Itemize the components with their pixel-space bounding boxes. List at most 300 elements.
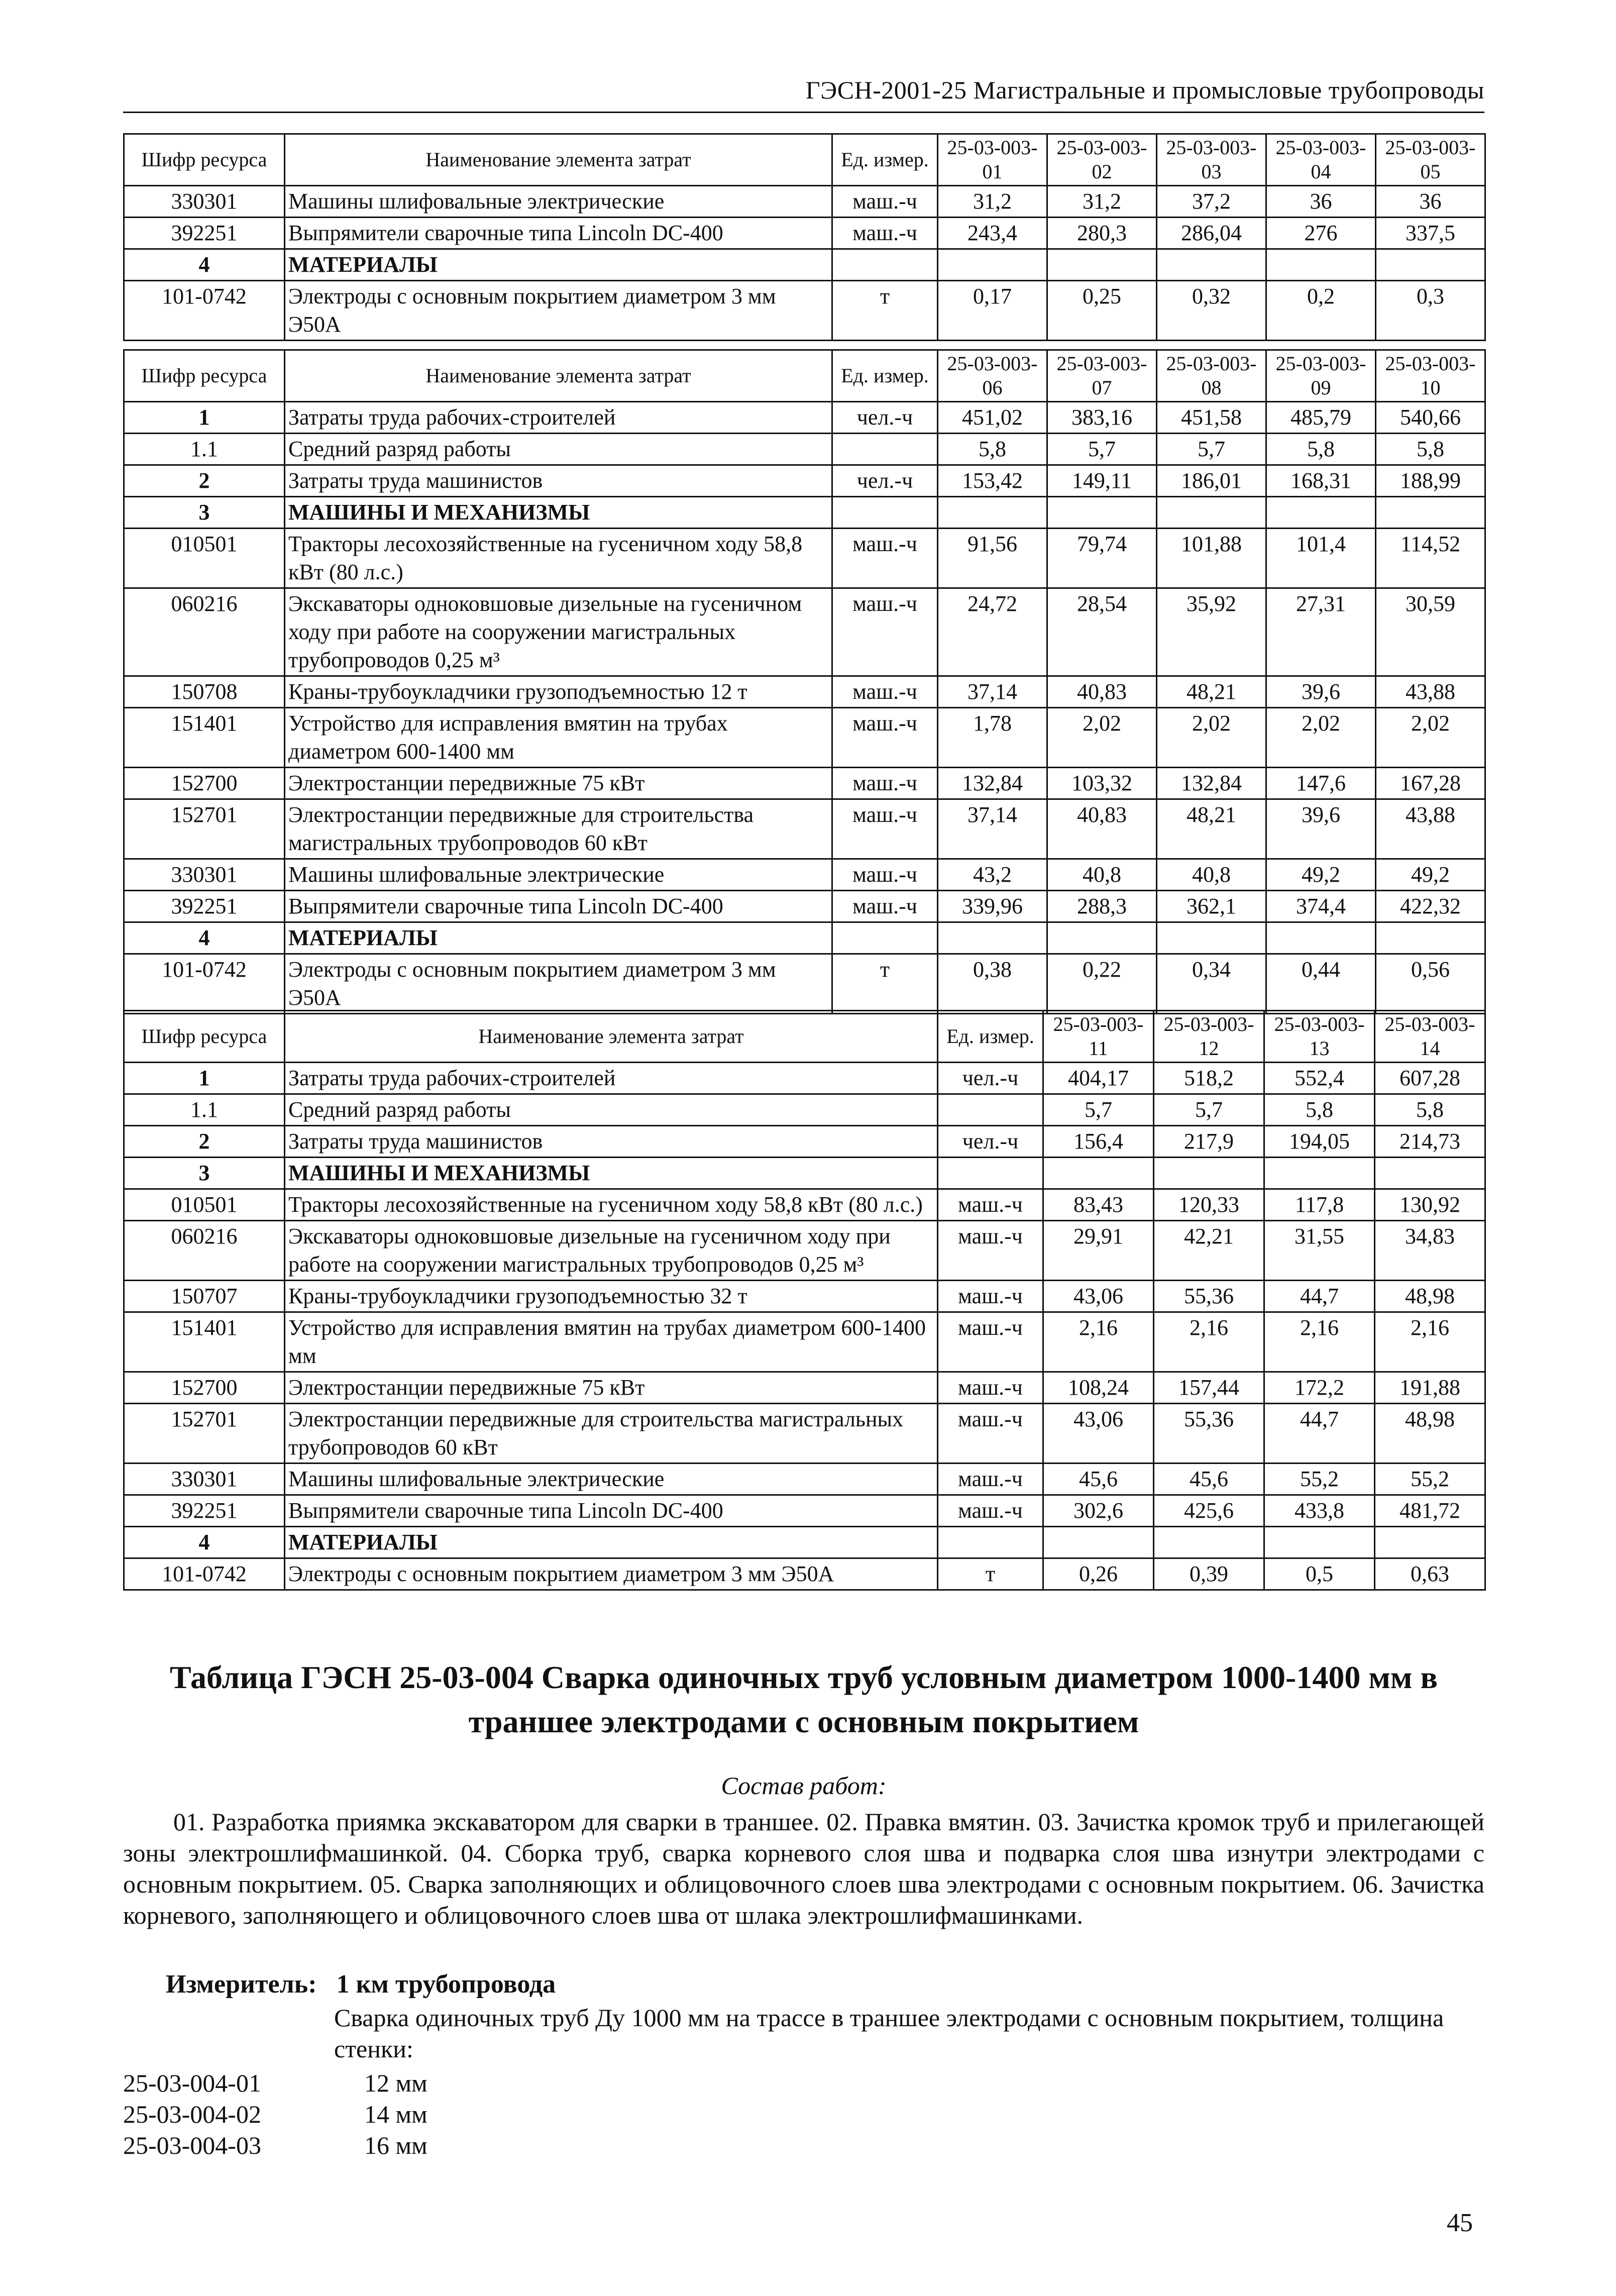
cell-value: 280,3 [1047, 218, 1157, 249]
cell-unit: маш.-ч [938, 1281, 1043, 1312]
cell-value: 433,8 [1264, 1495, 1375, 1527]
cell-value [1047, 249, 1157, 281]
table-row [124, 1312, 1485, 1372]
cell-resource-code: 1.1 [124, 1094, 285, 1126]
header-norm-code: 25-03-003-09 [1266, 350, 1376, 402]
norm-code: 25-03-004-03 [123, 2131, 261, 2159]
norm-codes-list [123, 2067, 427, 2161]
cell-value: 0,3 [1376, 281, 1485, 341]
cell-resource-code: 150707 [124, 1281, 285, 1312]
cell-cost-name: Машины шлифовальные электрические [285, 1464, 938, 1495]
norm-code-item [123, 2099, 427, 2130]
measure-unit: Измеритель: 1 км трубопровода [166, 1970, 556, 1999]
cell-resource-code: 392251 [124, 891, 285, 922]
table-row [124, 954, 1485, 1014]
cell-value: 1,78 [938, 708, 1047, 768]
cell-value [1266, 497, 1376, 529]
cell-cost-name: Краны-трубоукладчики грузоподъемностью 32 т [285, 1281, 938, 1312]
cell-value: 43,2 [938, 859, 1047, 891]
cell-cost-name: Затраты труда рабочих-строителей [285, 1063, 938, 1094]
cell-unit: маш.-ч [832, 218, 938, 249]
cell-unit: чел.-ч [832, 465, 938, 497]
cell-value: 0,17 [938, 281, 1047, 341]
cell-resource-code: 101-0742 [124, 281, 285, 341]
cell-cost-name: МАТЕРИАЛЫ [285, 922, 832, 954]
cell-value [1266, 249, 1376, 281]
cell-value: 422,32 [1376, 891, 1485, 922]
cell-unit [938, 1527, 1043, 1558]
header-norm-code: 25-03-003-11 [1043, 1011, 1154, 1063]
cell-resource-code: 4 [124, 922, 285, 954]
cell-value: 481,72 [1375, 1495, 1485, 1527]
cell-cost-name: Электростанции передвижные для строительства магистральных трубопроводов 60 кВт [285, 799, 832, 859]
table-row [124, 249, 1485, 281]
cell-cost-name: Экскаваторы одноковшовые дизельные на гусеничном ходу при работе на сооружении магистральных трубопроводов 0,25 м³ [285, 588, 832, 676]
cell-value [1376, 497, 1485, 529]
cell-resource-code: 3 [124, 497, 285, 529]
cell-value: 31,55 [1264, 1221, 1375, 1281]
cell-cost-name: МАТЕРИАЛЫ [285, 249, 832, 281]
cell-unit: чел.-ч [832, 402, 938, 434]
cell-value: 40,8 [1047, 859, 1157, 891]
cell-resource-code: 3 [124, 1158, 285, 1189]
cell-value: 5,7 [1043, 1094, 1154, 1126]
page-number: 45 [1447, 2209, 1473, 2237]
cell-value: 36 [1266, 186, 1376, 218]
measure-description: Сварка одиночных труб Ду 1000 мм на трассе в траншее электродами с основным покрытием, толщина стенки: [334, 2004, 1444, 2063]
cell-resource-code: 392251 [124, 218, 285, 249]
cell-resource-code: 4 [124, 249, 285, 281]
running-header: ГЭСН-2001-25 Магистральные и промысловые трубопроводы [805, 76, 1484, 104]
cell-value: 30,59 [1376, 588, 1485, 676]
cell-value: 5,8 [938, 434, 1047, 465]
cell-value: 157,44 [1154, 1372, 1264, 1404]
header-norm-code: 25-03-003-03 [1157, 134, 1266, 186]
table-row [124, 1464, 1485, 1495]
cell-value: 2,16 [1154, 1312, 1264, 1372]
cell-resource-code: 2 [124, 465, 285, 497]
cell-value: 286,04 [1157, 218, 1266, 249]
table-header-row [124, 134, 1485, 186]
cell-value [1266, 922, 1376, 954]
cell-unit: маш.-ч [832, 768, 938, 799]
cell-value: 43,88 [1376, 676, 1485, 708]
cell-value: 518,2 [1154, 1063, 1264, 1094]
cell-value: 0,63 [1375, 1558, 1485, 1590]
cell-value: 191,88 [1375, 1372, 1485, 1404]
cell-value: 114,52 [1376, 529, 1485, 588]
cell-value: 132,84 [938, 768, 1047, 799]
cell-cost-name: Выпрямители сварочные типа Lincoln DC-400 [285, 218, 832, 249]
cell-unit: маш.-ч [938, 1495, 1043, 1527]
norm-table-003-01-05 [123, 133, 1486, 341]
cell-value [1376, 249, 1485, 281]
cell-unit [832, 249, 938, 281]
cell-value: 540,66 [1376, 402, 1485, 434]
cell-resource-code: 010501 [124, 529, 285, 588]
cell-value: 0,56 [1376, 954, 1485, 1014]
cell-value: 40,83 [1047, 799, 1157, 859]
table-row [124, 1372, 1485, 1404]
table-row [124, 186, 1485, 218]
cell-value: 404,17 [1043, 1063, 1154, 1094]
table-row [124, 1094, 1485, 1126]
cell-resource-code: 1 [124, 402, 285, 434]
table-row [124, 1189, 1485, 1221]
header-code: Шифр ресурса [124, 350, 285, 402]
cell-value: 217,9 [1154, 1126, 1264, 1158]
cell-value: 2,16 [1375, 1312, 1485, 1372]
cell-unit [938, 1094, 1043, 1126]
header-name: Наименование элемента затрат [285, 350, 832, 402]
cell-unit [832, 497, 938, 529]
cell-resource-code: 060216 [124, 588, 285, 676]
cell-value: 5,8 [1376, 434, 1485, 465]
cell-cost-name: Краны-трубоукладчики грузоподъемностью 12 т [285, 676, 832, 708]
header-norm-code: 25-03-003-05 [1376, 134, 1485, 186]
cell-cost-name: МАШИНЫ И МЕХАНИЗМЫ [285, 497, 832, 529]
cell-cost-name: Затраты труда рабочих-строителей [285, 402, 832, 434]
table-row [124, 1558, 1485, 1590]
cell-value: 186,01 [1157, 465, 1266, 497]
cell-value: 425,6 [1154, 1495, 1264, 1527]
cell-value: 132,84 [1157, 768, 1266, 799]
cell-value: 167,28 [1376, 768, 1485, 799]
cell-value: 55,2 [1375, 1464, 1485, 1495]
cell-cost-name: Средний разряд работы [285, 1094, 938, 1126]
header-unit: Ед. измер. [832, 134, 938, 186]
cell-value: 31,2 [938, 186, 1047, 218]
cell-unit: чел.-ч [938, 1126, 1043, 1158]
cell-value [1376, 922, 1485, 954]
cell-value: 5,7 [1047, 434, 1157, 465]
table-row [124, 218, 1485, 249]
table-row [124, 1281, 1485, 1312]
header-name: Наименование элемента затрат [285, 1011, 938, 1063]
wall-thickness: 12 мм [364, 2069, 427, 2097]
table-row [124, 1404, 1485, 1464]
table-row [124, 529, 1485, 588]
table-row [124, 708, 1485, 768]
header-unit: Ед. измер. [938, 1011, 1043, 1063]
norm-table-003-06-10 [123, 349, 1486, 1014]
cell-value [1375, 1527, 1485, 1558]
cell-value: 362,1 [1157, 891, 1266, 922]
cell-value: 48,98 [1375, 1404, 1485, 1464]
cell-unit: маш.-ч [832, 529, 938, 588]
cell-resource-code: 330301 [124, 1464, 285, 1495]
cell-value: 55,36 [1154, 1281, 1264, 1312]
table-header-row [124, 1011, 1485, 1063]
header-name: Наименование элемента затрат [285, 134, 832, 186]
norm-code-item [123, 2067, 427, 2099]
cell-value: 42,21 [1154, 1221, 1264, 1281]
table-row [124, 1126, 1485, 1158]
header-norm-code: 25-03-003-07 [1047, 350, 1157, 402]
cell-unit: т [832, 281, 938, 341]
header-code: Шифр ресурса [124, 1011, 285, 1063]
cell-value [1154, 1527, 1264, 1558]
norm-code-item [123, 2130, 427, 2161]
cell-resource-code: 101-0742 [124, 954, 285, 1014]
cell-value [938, 922, 1047, 954]
cell-value [1264, 1158, 1375, 1189]
cell-cost-name: Электростанции передвижные для строительства магистральных трубопроводов 60 кВт [285, 1404, 938, 1464]
cell-value: 108,24 [1043, 1372, 1154, 1404]
cell-value: 48,98 [1375, 1281, 1485, 1312]
cell-resource-code: 4 [124, 1527, 285, 1558]
cell-value: 24,72 [938, 588, 1047, 676]
cell-value: 156,4 [1043, 1126, 1154, 1158]
cell-value: 337,5 [1376, 218, 1485, 249]
wall-thickness: 16 мм [364, 2131, 427, 2159]
cell-cost-name: Электростанции передвижные 75 кВт [285, 768, 832, 799]
cell-value: 27,31 [1266, 588, 1376, 676]
cell-value: 149,11 [1047, 465, 1157, 497]
header-norm-code: 25-03-003-14 [1375, 1011, 1485, 1063]
cell-resource-code: 1 [124, 1063, 285, 1094]
cell-cost-name: Затраты труда машинистов [285, 1126, 938, 1158]
header-norm-code: 25-03-003-01 [938, 134, 1047, 186]
cell-resource-code: 152700 [124, 1372, 285, 1404]
norm-code: 25-03-004-02 [123, 2100, 261, 2128]
cell-value: 91,56 [938, 529, 1047, 588]
header-norm-code: 25-03-003-04 [1266, 134, 1376, 186]
cell-value: 43,06 [1043, 1281, 1154, 1312]
header-unit: Ед. измер. [832, 350, 938, 402]
table-row [124, 281, 1485, 341]
cell-value: 0,26 [1043, 1558, 1154, 1590]
table-row [124, 922, 1485, 954]
cell-value: 2,16 [1043, 1312, 1154, 1372]
cell-value [1157, 922, 1266, 954]
cell-value: 5,7 [1154, 1094, 1264, 1126]
header-norm-code: 25-03-003-12 [1154, 1011, 1264, 1063]
cell-value: 2,16 [1264, 1312, 1375, 1372]
cell-value: 40,8 [1157, 859, 1266, 891]
table-row [124, 402, 1485, 434]
cell-value: 45,6 [1043, 1464, 1154, 1495]
cell-value: 43,06 [1043, 1404, 1154, 1464]
cell-value: 0,25 [1047, 281, 1157, 341]
cell-value: 40,83 [1047, 676, 1157, 708]
cell-cost-name: Средний разряд работы [285, 434, 832, 465]
table-header-row [124, 350, 1485, 402]
header-norm-code: 25-03-003-10 [1376, 350, 1485, 402]
cell-value: 0,44 [1266, 954, 1376, 1014]
cell-unit: маш.-ч [938, 1189, 1043, 1221]
table-row [124, 1158, 1485, 1189]
table-row [124, 891, 1485, 922]
cell-unit: т [832, 954, 938, 1014]
cell-resource-code: 150708 [124, 676, 285, 708]
cell-value: 28,54 [1047, 588, 1157, 676]
cell-resource-code: 152700 [124, 768, 285, 799]
table-row [124, 1527, 1485, 1558]
cell-resource-code: 010501 [124, 1189, 285, 1221]
cell-unit: маш.-ч [938, 1372, 1043, 1404]
cell-value: 485,79 [1266, 402, 1376, 434]
cell-value: 79,74 [1047, 529, 1157, 588]
table-row [124, 434, 1485, 465]
cell-value: 0,38 [938, 954, 1047, 1014]
cell-resource-code: 330301 [124, 186, 285, 218]
cell-value: 302,6 [1043, 1495, 1154, 1527]
cell-value: 44,7 [1264, 1404, 1375, 1464]
table-row [124, 588, 1485, 676]
cell-value [1375, 1158, 1485, 1189]
cell-cost-name: Экскаваторы одноковшовые дизельные на гусеничном ходу при работе на сооружении магистральных трубопроводов 0,25 м³ [285, 1221, 938, 1281]
cell-cost-name: МАШИНЫ И МЕХАНИЗМЫ [285, 1158, 938, 1189]
cell-value: 2,02 [1266, 708, 1376, 768]
cell-value: 0,39 [1154, 1558, 1264, 1590]
cell-value: 120,33 [1154, 1189, 1264, 1221]
cell-resource-code: 060216 [124, 1221, 285, 1281]
cell-resource-code: 330301 [124, 859, 285, 891]
cell-cost-name: Устройство для исправления вмятин на трубах диаметром 600-1400 мм [285, 708, 832, 768]
cell-value: 49,2 [1376, 859, 1485, 891]
cell-unit: маш.-ч [832, 799, 938, 859]
cell-value [1047, 922, 1157, 954]
cell-value: 39,6 [1266, 799, 1376, 859]
cell-value: 5,7 [1157, 434, 1266, 465]
table-title: Таблица ГЭСН 25-03-004 Сварка одиночных труб условным диаметром 1000-1400 мм в траншее электродами с основным покрытием [169, 1659, 1438, 1739]
cell-value: 5,8 [1264, 1094, 1375, 1126]
cell-value: 2,02 [1376, 708, 1485, 768]
cell-value: 168,31 [1266, 465, 1376, 497]
cell-value [1043, 1158, 1154, 1189]
cell-value: 44,7 [1264, 1281, 1375, 1312]
cell-value [938, 497, 1047, 529]
cell-resource-code: 152701 [124, 1404, 285, 1464]
cell-value: 552,4 [1264, 1063, 1375, 1094]
cell-value: 101,4 [1266, 529, 1376, 588]
cell-unit [832, 922, 938, 954]
cell-value [1043, 1527, 1154, 1558]
cell-cost-name: Электростанции передвижные 75 кВт [285, 1372, 938, 1404]
table-row [124, 799, 1485, 859]
cell-unit: маш.-ч [832, 186, 938, 218]
cell-value: 194,05 [1264, 1126, 1375, 1158]
header-code: Шифр ресурса [124, 134, 285, 186]
cell-value: 0,2 [1266, 281, 1376, 341]
table-row [124, 859, 1485, 891]
cell-unit: маш.-ч [938, 1464, 1043, 1495]
cell-cost-name: Затраты труда машинистов [285, 465, 832, 497]
cell-value: 153,42 [938, 465, 1047, 497]
norm-table-003-11-14 [123, 1010, 1486, 1591]
cell-value [1047, 497, 1157, 529]
cell-value [1157, 497, 1266, 529]
cell-value: 48,21 [1157, 676, 1266, 708]
cell-unit: маш.-ч [938, 1312, 1043, 1372]
cell-resource-code: 2 [124, 1126, 285, 1158]
cell-value: 451,58 [1157, 402, 1266, 434]
header-norm-code: 25-03-003-08 [1157, 350, 1266, 402]
cell-resource-code: 151401 [124, 1312, 285, 1372]
cell-value: 117,8 [1264, 1189, 1375, 1221]
cell-resource-code: 151401 [124, 708, 285, 768]
cell-value: 5,8 [1375, 1094, 1485, 1126]
header-norm-code: 25-03-003-02 [1047, 134, 1157, 186]
cell-value: 31,2 [1047, 186, 1157, 218]
cell-cost-name: МАТЕРИАЛЫ [285, 1527, 938, 1558]
cell-resource-code: 1.1 [124, 434, 285, 465]
cell-resource-code: 392251 [124, 1495, 285, 1527]
cell-value: 55,2 [1264, 1464, 1375, 1495]
cell-cost-name: Электроды с основным покрытием диаметром 3 мм Э50А [285, 954, 832, 1014]
cell-resource-code: 152701 [124, 799, 285, 859]
cell-value: 451,02 [938, 402, 1047, 434]
cell-value: 0,34 [1157, 954, 1266, 1014]
table-row [124, 1063, 1485, 1094]
cell-value [1264, 1527, 1375, 1558]
cell-value: 36 [1376, 186, 1485, 218]
cell-cost-name: Выпрямители сварочные типа Lincoln DC-400 [285, 1495, 938, 1527]
norm-code: 25-03-004-01 [123, 2069, 261, 2097]
cell-value: 374,4 [1266, 891, 1376, 922]
table-row [124, 465, 1485, 497]
cell-value: 5,8 [1266, 434, 1376, 465]
cell-value: 35,92 [1157, 588, 1266, 676]
cell-value: 607,28 [1375, 1063, 1485, 1094]
cell-value [1154, 1158, 1264, 1189]
cell-value: 83,43 [1043, 1189, 1154, 1221]
cell-unit: маш.-ч [938, 1404, 1043, 1464]
cell-value: 2,02 [1157, 708, 1266, 768]
cell-value: 383,16 [1047, 402, 1157, 434]
cell-unit: маш.-ч [832, 891, 938, 922]
cell-unit: маш.-ч [832, 859, 938, 891]
cell-unit: маш.-ч [832, 708, 938, 768]
cell-value: 101,88 [1157, 529, 1266, 588]
table-row [124, 497, 1485, 529]
cell-unit: маш.-ч [938, 1221, 1043, 1281]
cell-unit [832, 434, 938, 465]
cell-cost-name: Электроды с основным покрытием диаметром 3 мм Э50А [285, 1558, 938, 1590]
cell-value [938, 249, 1047, 281]
cell-unit [938, 1158, 1043, 1189]
table-row [124, 1495, 1485, 1527]
works-description: 01. Разработка приямка экскаватором для сварки в траншее. 02. Правка вмятин. 03. Зачистка кромок труб и прилегающей зоны электрошлифмашинкой. 04. Сборка труб, сварка корневого слоя шва и подварка слоя шва изнутри электродами с основным покрытием. 05. Сварка заполняющих и облицовочного слоев шва электродами с основным покрытием. 06. Зачистка корневого, заполняющего и облицовочного слоев шва от шлака электрошлифмашинками. [123, 1808, 1484, 1929]
works-heading: Состав работ: [721, 1771, 887, 1800]
cell-value: 0,5 [1264, 1558, 1375, 1590]
cell-value: 29,91 [1043, 1221, 1154, 1281]
cell-unit: маш.-ч [832, 588, 938, 676]
cell-unit: чел.-ч [938, 1063, 1043, 1094]
cell-cost-name: Тракторы лесохозяйственные на гусеничном ходу 58,8 кВт (80 л.с.) [285, 1189, 938, 1221]
table-row [124, 676, 1485, 708]
header-norm-code: 25-03-003-06 [938, 350, 1047, 402]
cell-value: 39,6 [1266, 676, 1376, 708]
cell-value: 2,02 [1047, 708, 1157, 768]
cell-value: 37,14 [938, 799, 1047, 859]
cell-value: 339,96 [938, 891, 1047, 922]
cell-cost-name: Тракторы лесохозяйственные на гусеничном ходу 58,8 кВт (80 л.с.) [285, 529, 832, 588]
cell-cost-name: Устройство для исправления вмятин на трубах диаметром 600-1400 мм [285, 1312, 938, 1372]
wall-thickness: 14 мм [364, 2100, 427, 2128]
cell-value: 214,73 [1375, 1126, 1485, 1158]
cell-cost-name: Выпрямители сварочные типа Lincoln DC-400 [285, 891, 832, 922]
cell-cost-name: Машины шлифовальные электрические [285, 859, 832, 891]
cell-value: 37,2 [1157, 186, 1266, 218]
cell-value: 48,21 [1157, 799, 1266, 859]
cell-value: 288,3 [1047, 891, 1157, 922]
cell-value: 243,4 [938, 218, 1047, 249]
header-divider [123, 112, 1484, 113]
header-norm-code: 25-03-003-13 [1264, 1011, 1375, 1063]
cell-value: 0,32 [1157, 281, 1266, 341]
